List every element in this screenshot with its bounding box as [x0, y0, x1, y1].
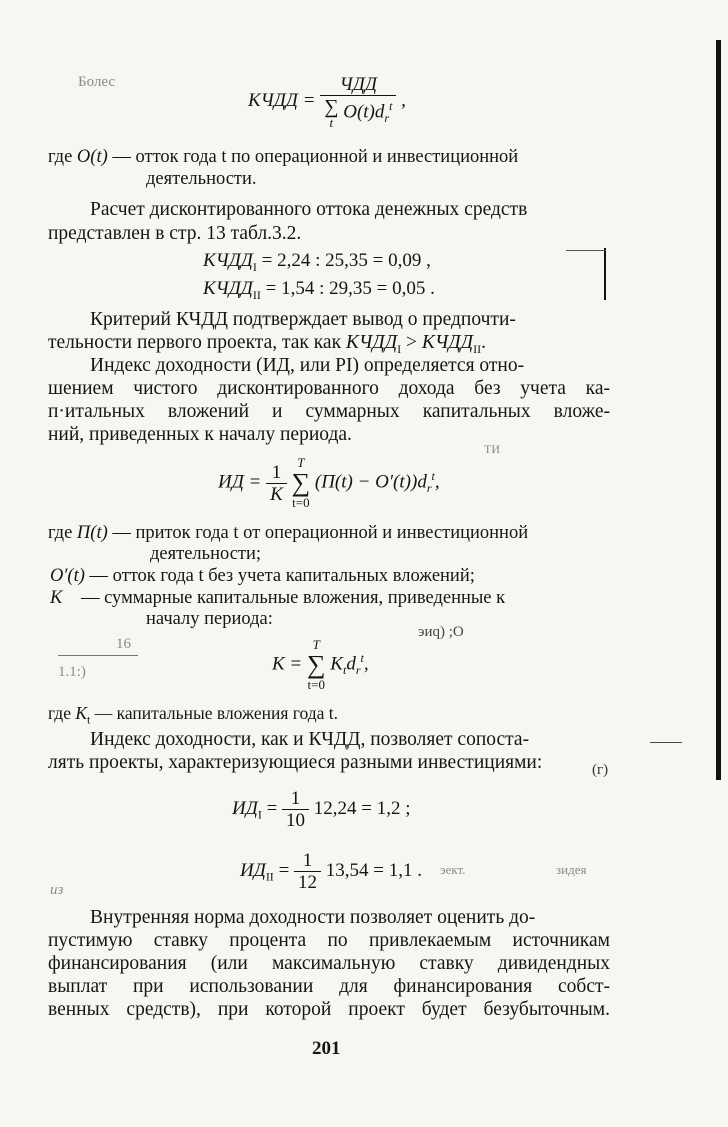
formula-fraction: [266, 462, 287, 505]
para-criterion-line: Критерий КЧДД подтверждает вывод о предпочти-: [90, 309, 516, 330]
sum-lower-limit: t=0: [307, 677, 325, 692]
sum-symbol: ∑: [307, 650, 326, 679]
symbol: O(t): [76, 147, 108, 167]
calc-id-2: [240, 850, 422, 893]
fraction-denominator: [320, 96, 396, 129]
symbol: O′(t): [50, 566, 85, 586]
formula-id: [218, 456, 440, 510]
sum-lower-limit: t=0: [292, 495, 310, 510]
formula-kchdd-general: [248, 74, 406, 129]
where-text: — капитальные вложения года t.: [90, 703, 339, 723]
calc-lhs: КЧДД: [203, 250, 253, 271]
dash: —: [76, 588, 105, 608]
subscript: I: [397, 341, 402, 356]
symbol: КЧДД: [345, 332, 398, 353]
subscript: I: [252, 259, 257, 274]
where-lead: где: [48, 703, 76, 723]
subscript: r: [426, 481, 432, 496]
where-lead: где: [48, 523, 77, 543]
calc-value: = 2,24 : 25,35 = 0,09 ,: [256, 250, 431, 271]
para-line: представлен в стр. 13 табл.3.2.: [48, 223, 302, 244]
fraction-denominator: 10: [286, 810, 306, 831]
where-lead: где: [48, 147, 77, 167]
bleed-rule: [650, 742, 682, 743]
equals: =: [261, 797, 283, 819]
where-outflow: [48, 146, 610, 169]
sum-term: d: [346, 653, 356, 675]
superscript: t: [389, 99, 393, 113]
bleed-text: 16: [116, 636, 131, 652]
sum-upper-limit: T: [297, 455, 305, 470]
calc-lhs: ИД: [240, 859, 266, 881]
sum-term: (П(t) − O′(t))d: [314, 471, 427, 493]
sum-operator: [292, 456, 311, 510]
calc-id-1: [232, 788, 411, 831]
fraction-denominator: 12: [298, 872, 318, 893]
sum-operator: [307, 638, 326, 692]
subscript: t: [342, 663, 347, 678]
text-run: .: [481, 332, 486, 353]
para-irr-line: Внутренняя норма доходности позволяет оценить до-: [90, 907, 536, 928]
fraction-numerator: ЧДД: [320, 74, 396, 96]
sum-lower-limit: t: [329, 114, 334, 130]
where-item: [50, 565, 612, 588]
calc-kchdd-1: [203, 250, 431, 275]
where-continuation: началу периода:: [146, 609, 273, 629]
where-text: — отток года t по операционной и инвестиционной: [107, 147, 519, 167]
calc-fraction: [294, 850, 321, 893]
symbol: КЧДД: [421, 332, 474, 353]
fraction-numerator: 1: [294, 850, 321, 872]
formula-lhs: ИД =: [218, 471, 262, 493]
subscript: II: [252, 287, 261, 302]
bleed-text: из: [50, 882, 64, 898]
para-index-line: п·итальных вложений и суммарных капитальных вложе-: [48, 401, 610, 422]
symbol: П(t): [76, 523, 108, 543]
subscript: II: [473, 341, 482, 356]
formula-k: [272, 638, 369, 692]
para-index-line: Индекс доходности (ИД, или PI) определяется отно-: [90, 355, 525, 376]
para-index-line: ний, приведенных к началу периода.: [48, 424, 352, 445]
para-irr-line: пустимую ставку процента по привлекаемым источникам: [48, 930, 610, 951]
para-line: Расчет дисконтированного оттока денежных средств: [90, 199, 528, 220]
calc-value: = 1,54 : 29,35 = 0,05 .: [260, 278, 435, 299]
fraction-numerator: 1: [266, 462, 287, 484]
fraction-denominator: K: [270, 483, 283, 505]
dash: —: [107, 523, 136, 543]
bleed-text: Болес: [78, 74, 116, 90]
bleed-text: эект.: [440, 862, 466, 877]
formula-lhs: K =: [272, 653, 303, 675]
bleed-text: зидея: [556, 862, 587, 877]
formula-trail: ,: [434, 471, 440, 493]
bleed-text: ТИ: [484, 442, 500, 456]
calc-value: 12,24 = 1,2 ;: [309, 797, 411, 819]
formula-fraction: [320, 74, 396, 129]
page-number: 201: [312, 1038, 341, 1059]
symbol: K: [50, 588, 63, 608]
bleed-text: (г): [592, 762, 609, 778]
fraction-numerator: 1: [282, 788, 309, 810]
para-irr-line: финансирования (или максимальную ставку дивидендных: [48, 953, 610, 974]
para-comparison-line: лять проекты, характеризующиеся разными инвестициями:: [48, 752, 543, 773]
sum-symbol: ∑: [324, 95, 339, 118]
sum-symbol: ∑: [291, 468, 311, 497]
text-run: тельности первого проекта, так как: [48, 332, 346, 353]
where-item: [48, 522, 610, 545]
where-item: [50, 587, 612, 610]
superscript: t: [360, 651, 364, 666]
bleed-rule: [566, 250, 606, 251]
subscript: I: [257, 807, 262, 822]
sum-term: O(t)d: [343, 101, 385, 123]
dash: —: [84, 566, 113, 586]
formula-trail: ,: [401, 89, 406, 111]
para-discounted: [48, 198, 610, 221]
symbol: K: [75, 703, 88, 723]
where-continuation: деятельности.: [146, 169, 257, 189]
calc-lhs: КЧДД: [203, 278, 253, 299]
calc-fraction: [282, 788, 309, 831]
where-text: приток года t от операционной и инвестиционной: [135, 523, 529, 543]
page-edge-shadow: [716, 40, 721, 780]
sum-term: K: [330, 653, 343, 675]
text-run: >: [401, 332, 422, 353]
formula-lhs: КЧДД =: [248, 89, 316, 111]
subscript: r: [384, 111, 390, 126]
subscript: II: [265, 869, 274, 884]
formula-trail: ,: [363, 653, 369, 675]
where-text: суммарные капитальные вложения, приведенные к: [104, 588, 506, 608]
para-index-line: шением чистого дисконтированного дохода без учета ка-: [48, 378, 610, 399]
subscript: r: [355, 663, 361, 678]
where-continuation: деятельности;: [150, 544, 262, 564]
para-comparison-line: Индекс доходности, как и КЧДД, позволяет сопоста-: [90, 729, 530, 750]
bleed-text: 1.1:): [58, 664, 86, 680]
bleed-rule: [58, 655, 138, 656]
calc-kchdd-2: [203, 278, 435, 303]
calc-lhs: ИД: [232, 797, 258, 819]
sum-upper-limit: T: [312, 637, 320, 652]
superscript: t: [431, 469, 435, 484]
subscript: t: [87, 712, 91, 727]
para-irr-line: венных средств), при которой проект будет безубыточным.: [48, 999, 610, 1020]
bleed-text: эиq) ;О: [418, 624, 464, 640]
calc-value: 13,54 = 1,1 .: [321, 859, 422, 881]
where-text: отток года t без учета капитальных вложений;: [112, 566, 475, 586]
bleed-rule: [604, 248, 606, 300]
para-irr-line: выплат при использовании для финансирования собст-: [48, 976, 610, 997]
equals: =: [273, 859, 295, 881]
